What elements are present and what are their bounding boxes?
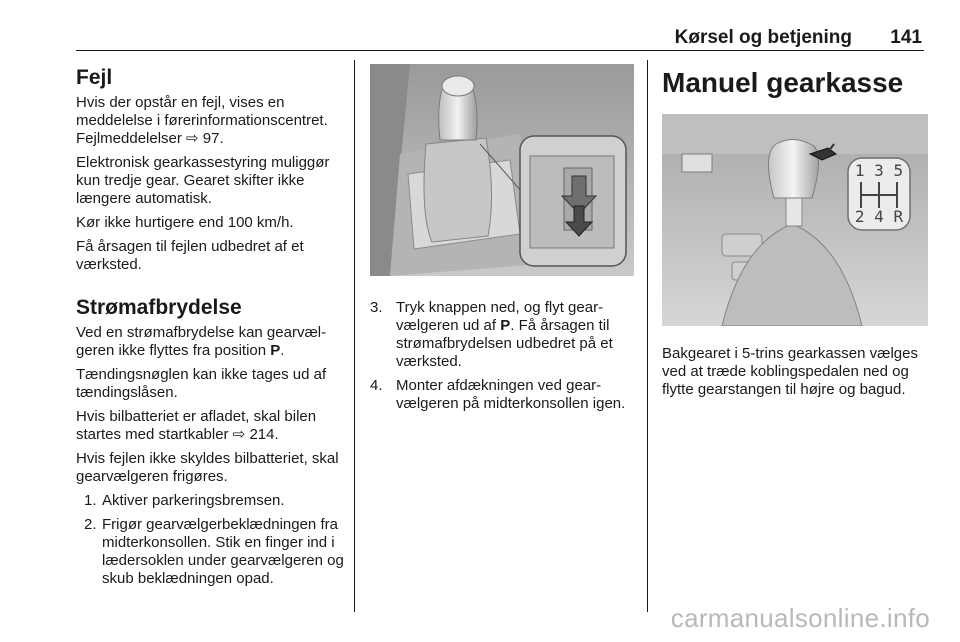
heading-manual-gearbox: Manuel gearkasse xyxy=(662,67,904,98)
heading-power-failure: Strømafbrydelse xyxy=(76,296,242,319)
step-number: 4. xyxy=(370,377,383,394)
column-divider-1 xyxy=(354,60,355,612)
paragraph-power-4: Hvis fejlen ikke skyldes bilbatteriet, skal gearvælgeren frigøres. xyxy=(76,450,339,485)
list-item xyxy=(76,492,344,510)
text-span: Ved en strømafbrydelse kan gearvælgeren ikke flyttes fra position xyxy=(76,324,327,359)
paragraph-fault-2: Elektronisk gearkassestyring muliggør kun tredje gear. Gearet skifter ikke længere automatisk. xyxy=(76,154,330,207)
heading-fault: Fejl xyxy=(76,66,113,89)
paragraph-fault-4: Få årsagen til fejlen udbedret af et værksted. xyxy=(76,238,304,273)
step-text: Tryk knappen ned, og flyt gearvælgeren ud af xyxy=(396,299,604,334)
gear-selector-release-illustration xyxy=(370,64,634,276)
column-divider-2 xyxy=(647,60,648,612)
step-text: Frigør gearvælgerbeklædningen fra midterkonsollen. Stik en finger ind i lædersoklen under gearvælgeren og skub beklædningen opad. xyxy=(102,516,344,587)
gear-pattern-top-label: 1 3 5 xyxy=(854,161,904,180)
position-p-bold: P xyxy=(500,317,511,334)
steps-list-2 xyxy=(370,299,634,413)
watermark: carmanualsonline.info xyxy=(670,603,930,633)
step-text: . Få årsagen til strømafbrydelsen udbedret på et værksted. xyxy=(396,317,613,370)
step-number: 1. xyxy=(84,492,97,509)
text-span: . xyxy=(280,342,285,359)
paragraph-power-2: Tændingsnøglen kan ikke tages ud af tændingslåsen. xyxy=(76,366,327,401)
step-text: Monter afdækningen ved gearvælgeren på midterkonsollen igen. xyxy=(396,377,626,412)
position-p-bold: P xyxy=(270,342,281,359)
page-number: 141 xyxy=(890,27,922,48)
column-3 xyxy=(662,60,928,405)
paragraph-power-1 xyxy=(76,324,344,360)
step-number: 2. xyxy=(84,516,97,533)
list-item xyxy=(76,516,344,588)
list-item xyxy=(370,299,634,371)
step-number: 3. xyxy=(370,299,383,316)
paragraph-reverse-gear: Bakgearet i 5-trins gearkassen vælges ved at træde koblingspedalen ned og flytte gearstangen til højre og bagud. xyxy=(662,345,918,398)
paragraph-power-3: Hvis bilbatteriet er afladet, skal bilen startes med startkabler ⇨ 214. xyxy=(76,408,317,443)
gear-pattern-bottom-label: 2 4 R xyxy=(854,207,904,226)
column-1 xyxy=(76,60,344,594)
running-header-title: Kørsel og betjening xyxy=(674,27,852,48)
page-header xyxy=(76,24,924,51)
paragraph-fault-3: Kør ikke hurtigere end 100 km/h. xyxy=(76,214,294,231)
step-text: Aktiver parkeringsbremsen. xyxy=(102,492,285,509)
paragraph-fault-1: Hvis der opstår en fejl, vises en meddelelse i førerinformationscentret. Fejlmeddelelser ⇨ 97. xyxy=(76,94,328,147)
steps-list-1 xyxy=(76,492,344,588)
manual-gear-lever-illustration xyxy=(662,114,928,326)
column-2 xyxy=(370,60,634,419)
list-item xyxy=(370,377,634,413)
